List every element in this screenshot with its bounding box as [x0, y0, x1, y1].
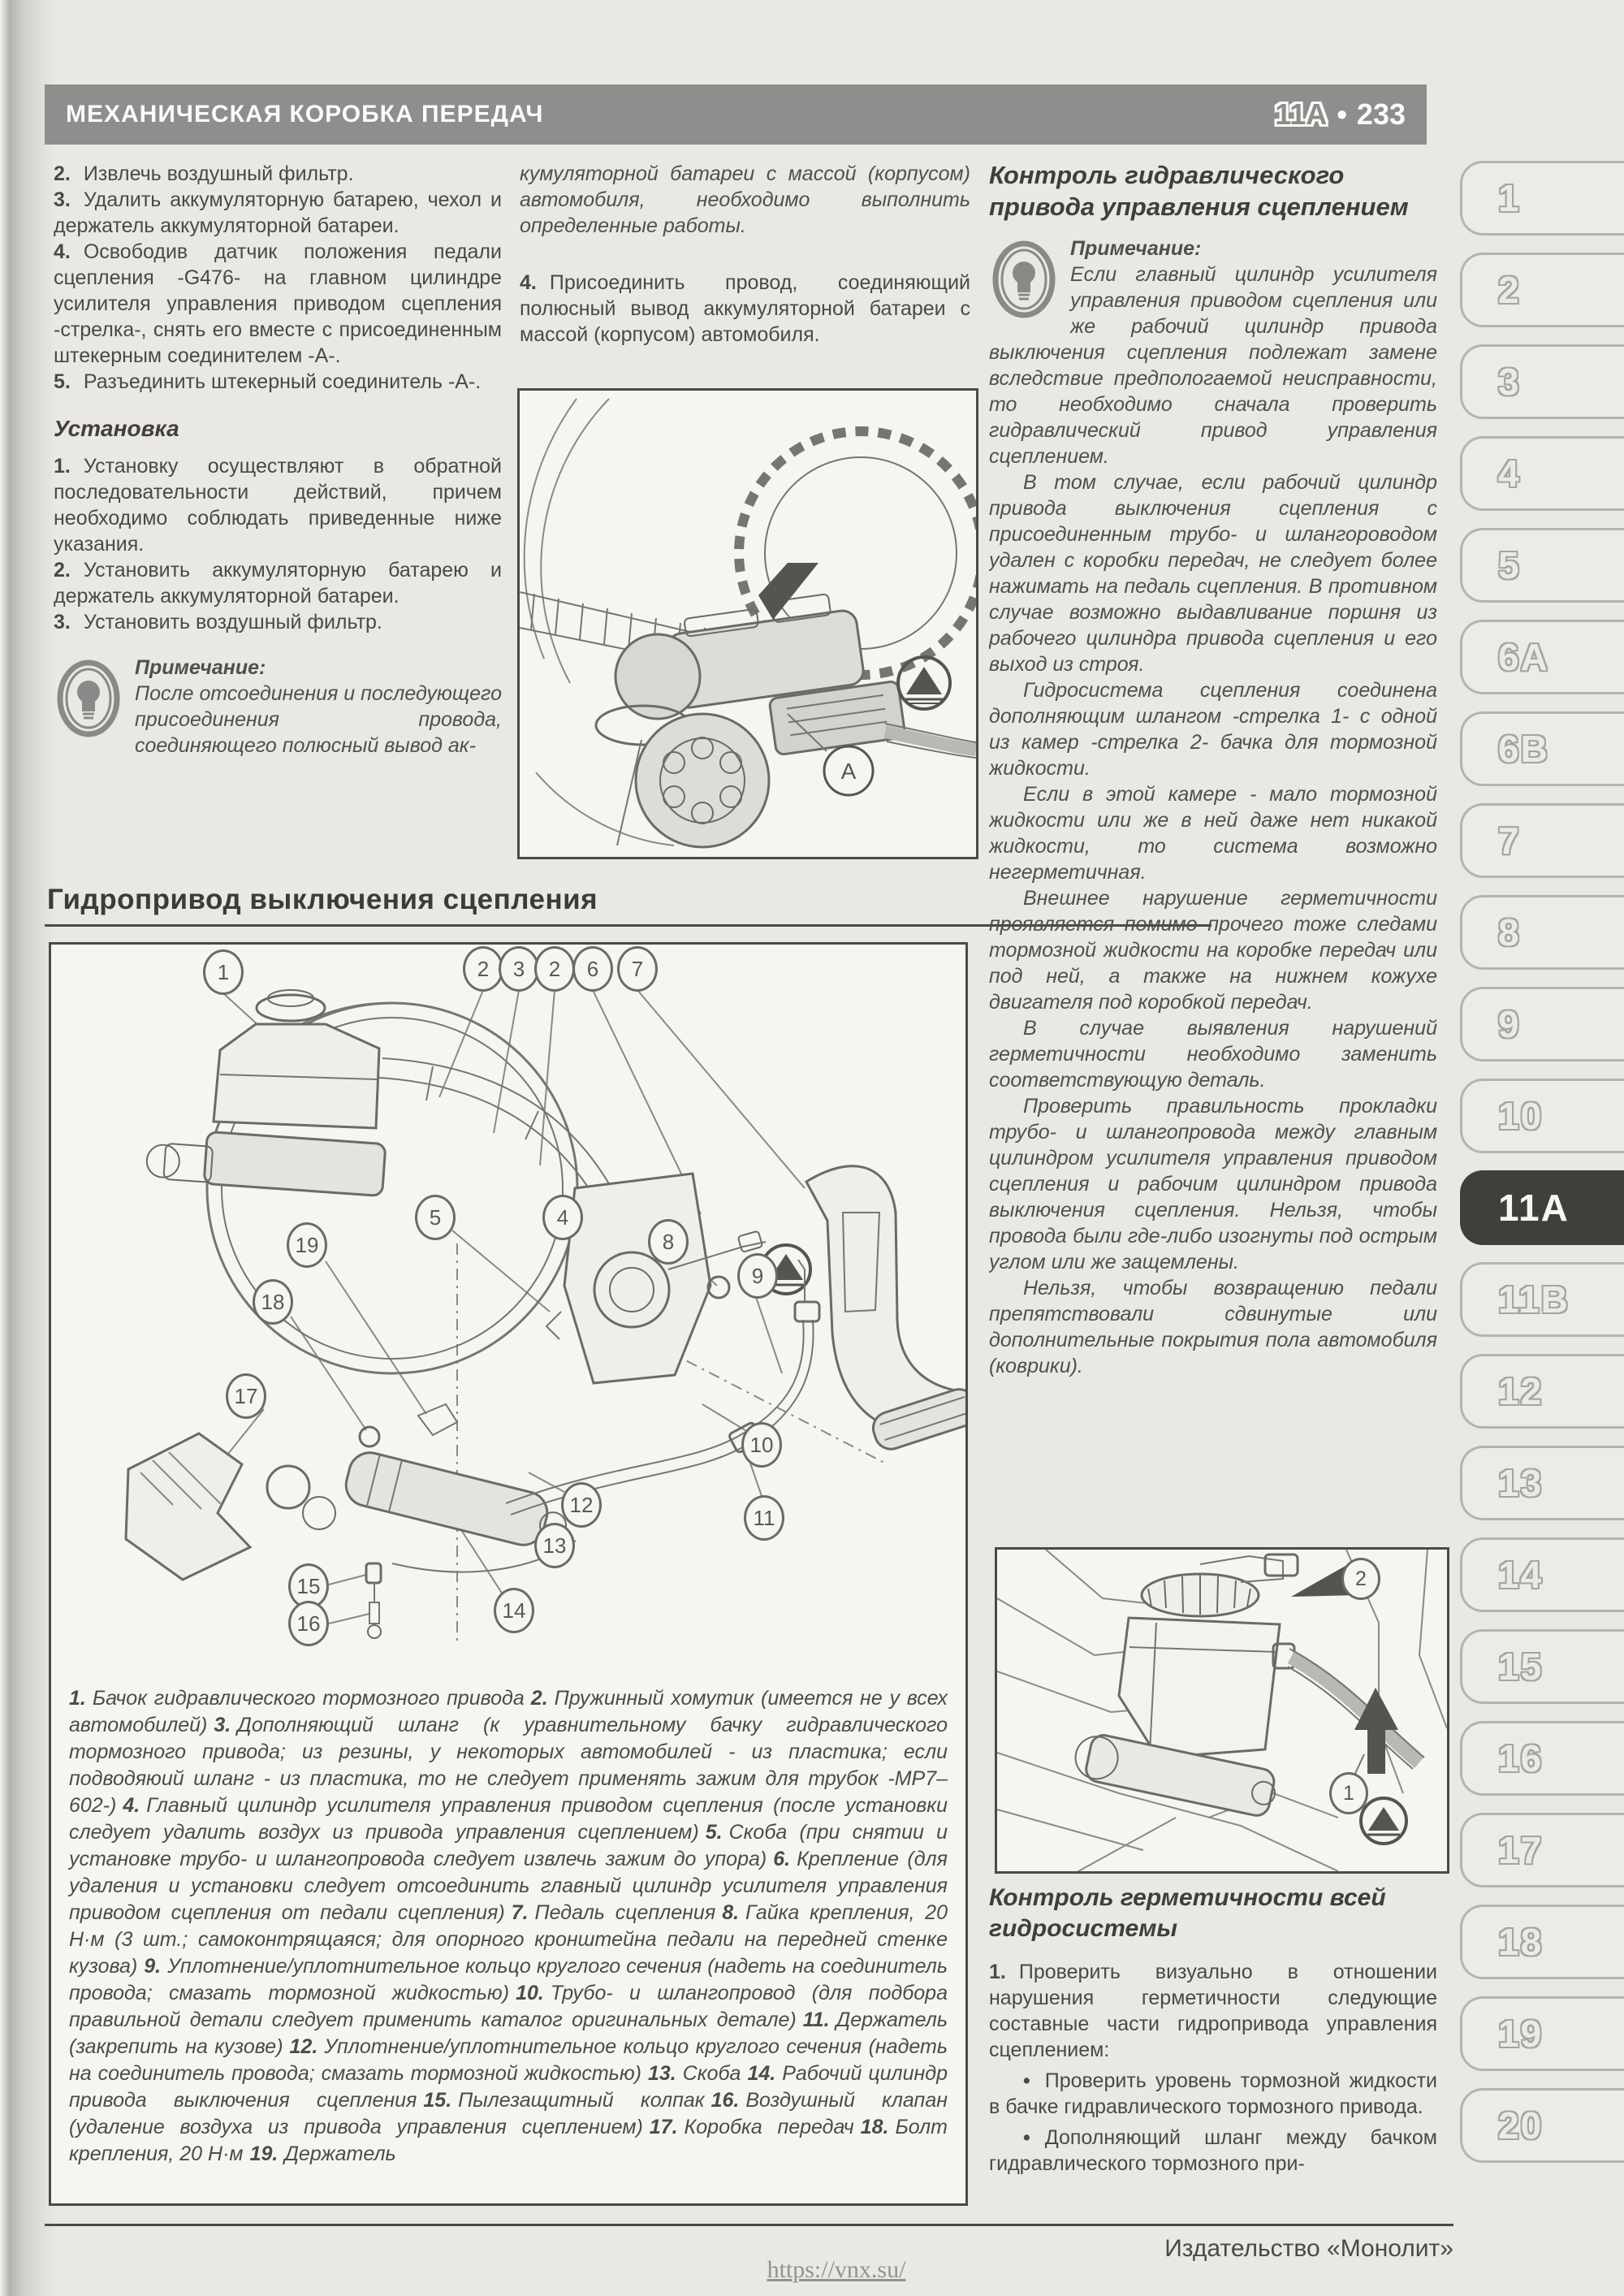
- callout-circle: 9: [737, 1253, 778, 1299]
- callout-circle: 5: [415, 1195, 456, 1240]
- figure-clutch-hydraulics: [49, 942, 968, 2206]
- chapter-badge: 11A: [1275, 97, 1328, 131]
- left-column: [54, 161, 502, 882]
- chapter-tab-16: 16: [1460, 1721, 1624, 1796]
- callout-circle: 12: [561, 1482, 602, 1528]
- caption-text: Главный цилиндр усилителя управления приводом сцепления (после установки следует удалить воздух из привода управления сцеплением): [69, 1794, 948, 1844]
- bullet-item: • Дополняющий шланг между бачком гидравлического тормозного при-: [989, 2126, 1437, 2175]
- chapter-tab-12: 12: [1460, 1354, 1624, 1429]
- caption-number: 7.: [511, 1901, 529, 1924]
- callout-circle: 13: [534, 1523, 575, 1568]
- chapter-tab-index: [1460, 161, 1624, 2180]
- figure-clutch-sensor: [517, 388, 978, 859]
- caption-text: Пружинный хомутик (имеется не у всех автомобилей): [69, 1687, 948, 1736]
- page-title: МЕХАНИЧЕСКАЯ КОРОБКА ПЕРЕДАЧ: [66, 101, 544, 128]
- chapter-tab-13: 13: [1460, 1446, 1624, 1520]
- note-block: [54, 655, 502, 759]
- callout-circle: 6: [572, 946, 613, 992]
- exploded-diagram: [51, 945, 965, 1677]
- note-text: Примечание: После отсоединения и последующего присоединения провода, соединяющего полюсный вывод ак-: [135, 656, 502, 757]
- separator-dot: •: [1337, 97, 1347, 131]
- caption-text: Скоба (при снятии и установке трубо- и шлангопровода следует извлечь зажим до упора): [69, 1821, 948, 1870]
- caption-text: Уплотнение/уплотнительное кольцо круглого сечения (надеть на соединитель провода; смазать тормозной жидкостью): [69, 1955, 948, 2004]
- caption-number: 5.: [705, 1821, 723, 1844]
- callout-circle: 1: [203, 949, 244, 995]
- callout-circle: 16: [288, 1601, 329, 1646]
- caption-text: Коробка передач: [684, 2116, 854, 2138]
- paragraph: Если в этой камере - мало тормозной жидкости или же в ней даже нет никакой жидкости, то система возможно негерметичная.: [989, 783, 1437, 884]
- caption-number: 15.: [423, 2089, 452, 2112]
- callout-circle: 14: [494, 1588, 534, 1633]
- chapter-tab-3: 3: [1460, 344, 1624, 419]
- caption-number: 13.: [647, 2062, 676, 2085]
- caption-number: 18.: [860, 2116, 889, 2138]
- callout-circle: 17: [226, 1373, 266, 1419]
- caption-text: Педаль сцепления: [534, 1901, 716, 1924]
- note-continuation: кумуляторной батареи с массой (корпусом) автомобиля, необходимо выполнить определенные работы.: [520, 162, 970, 237]
- callout-circle: 11: [744, 1495, 784, 1541]
- chapter-tab-6A: 6A: [1460, 620, 1624, 694]
- callout-circle: 4: [542, 1195, 583, 1240]
- caption-text: Держатель: [284, 2143, 396, 2165]
- caption-number: 14.: [747, 2062, 776, 2085]
- caption-text: Болт крепления, 20 Н·м: [69, 2116, 948, 2165]
- caption-number: 10.: [516, 1982, 544, 2004]
- install-heading: Установка: [54, 416, 179, 441]
- step-item: 2. Установить аккумуляторную батарею и держатель аккумуляторной батареи.: [54, 559, 502, 608]
- chapter-tab-20: 20: [1460, 2088, 1624, 2163]
- caption-number: 1.: [69, 1687, 86, 1710]
- chapter-tab-1: 1: [1460, 161, 1624, 236]
- caption-text: Бачок гидравлического тормозного привода: [92, 1687, 525, 1710]
- step-item: 5. Разъединить штекерный соединитель -А-.: [54, 370, 482, 393]
- caption-number: 12.: [289, 2035, 318, 2058]
- paragraph: В случае выявления нарушений герметичности необходимо заменить соответствующую деталь.: [989, 1017, 1437, 1092]
- caption-number: 6.: [773, 1848, 791, 1870]
- page-number: 233: [1356, 97, 1406, 131]
- step-item: 1. Установку осуществляют в обратной последовательности действий, причем необходимо соблюдать приведенные ниже указания.: [54, 455, 502, 556]
- chapter-tab-6B: 6B: [1460, 711, 1624, 786]
- note-text: Примечание: Если главный цилиндр усилителя управления приводом сцепления или же рабочий цилиндр привода выключения сцепления подлежат замене вследствие предпологаемой неисправности, то необходимо сначала проверить гидравлический привод управления сцеплением.: [989, 237, 1437, 468]
- body-paragraphs: [989, 469, 1437, 1379]
- reservoir-drawing: [997, 1550, 1447, 1871]
- caption-text: Уплотнение/уплотнительное кольцо круглого сечения (надеть на соединитель провода; смазать тормозной жидкостью): [69, 2035, 948, 2085]
- caption-number: 4.: [123, 1794, 140, 1817]
- caption-number: 3.: [214, 1714, 231, 1736]
- caption-text: Крепление (для удаления и установки следует отсоединить главный цилиндр усилителя управления приводом сцепления от педали сцепления): [69, 1848, 948, 1924]
- lightbulb-icon: [992, 240, 1056, 318]
- footer-rule: [45, 2224, 1453, 2226]
- caption-number: 17.: [649, 2116, 678, 2138]
- monolit-logo-stamp: [898, 657, 950, 709]
- caption-text: Скоба: [682, 2062, 741, 2085]
- caption-number: 2.: [530, 1687, 548, 1710]
- callout-circle: 1: [1329, 1772, 1368, 1814]
- note-block: [989, 236, 1437, 469]
- caption-number: 19.: [249, 2143, 279, 2165]
- paragraph: Внешнее нарушение герметичности проявляется помимо прочего тоже следами тормозной жидкости на коробке передач или под ней, а также на нижнем кожухе двигателя под коробкой передач.: [989, 887, 1437, 1014]
- step-item: 3. Установить воздушный фильтр.: [54, 611, 382, 633]
- step-item: 4. Присоединить провод, соединяющий полюсный вывод аккумуляторной батареи с массой (корпусом) автомобиля.: [520, 271, 970, 346]
- bullet-item: • Проверить уровень тормозной жидкости в бачке гидравлического тормозного привода.: [989, 2069, 1437, 2118]
- caption-text: Воздушный клапан (удаление воздуха из привода управления сцеплением): [69, 2089, 948, 2138]
- chapter-tab-10: 10: [1460, 1079, 1624, 1153]
- middle-column: [520, 161, 970, 348]
- caption-text: Рабочий цилиндр привода выключения сцепления: [69, 2062, 948, 2112]
- callout-circle: 3: [499, 946, 539, 992]
- figure-reservoir: [995, 1547, 1449, 1874]
- callout-circle: 2: [463, 946, 503, 992]
- right-column: [989, 159, 1437, 1545]
- page-number-block: [1275, 97, 1406, 132]
- caption-number: 8.: [722, 1901, 740, 1924]
- chapter-tab-5: 5: [1460, 528, 1624, 603]
- figure-callouts: [51, 945, 965, 1677]
- chapter-tab-8: 8: [1460, 895, 1624, 970]
- chapter-tab-2: 2: [1460, 253, 1624, 327]
- right-column-bottom: [989, 1883, 1437, 2177]
- callout-circle: 10: [741, 1422, 782, 1468]
- callout-circle: 8: [648, 1219, 689, 1265]
- callout-circle: 2: [1341, 1558, 1380, 1600]
- caption-text: Трубо- и шлангопровод (для подбора правильной детали следует применить каталог оригинальных детале): [69, 1982, 948, 2031]
- publisher-credit: Издательство «Монолит»: [1164, 2235, 1453, 2262]
- callout-circle: 2: [534, 946, 575, 992]
- caption-number: 11.: [802, 2008, 830, 2031]
- step-item: 3. Удалить аккумуляторную батарею, чехол и держатель аккумуляторной батареи.: [54, 188, 502, 237]
- chapter-tab-4: 4: [1460, 436, 1624, 511]
- chapter-tab-7: 7: [1460, 803, 1624, 878]
- figure-caption: [51, 1677, 965, 2174]
- paragraph: В том случае, если рабочий цилиндр привода выключения сцепления с присоединенным трубо- и шлангороводом удален с коробки передач, не следует более нажимать на педаль сцепления. В противном случае возможно выдавливание поршня из рабочего цилиндра привода сцепления и его выход из строя.: [989, 471, 1437, 676]
- chapter-tab-11A-active: 11A: [1460, 1170, 1624, 1245]
- lightbulb-icon: [57, 659, 120, 737]
- callout-circle: 7: [617, 946, 658, 992]
- paragraph: Нельзя, чтобы возвращению педали препятствовали сдвинутые или дополнительные покрытия пола автомобиля (коврики).: [989, 1277, 1437, 1377]
- figure-heading: Гидропривод выключения сцепления: [47, 884, 598, 915]
- callout-circle: 15: [288, 1563, 329, 1609]
- chapter-tab-19: 19: [1460, 1996, 1624, 2071]
- paragraph: Гидросистема сцепления соединена дополняющим шлангом -стрелка 1- с одной из камер -стрелка 2- бачка для тормозной жидкости.: [989, 679, 1437, 780]
- chapter-tab-15: 15: [1460, 1629, 1624, 1704]
- caption-text: Дополняющий шланг (к уравнительному бачку гидравлического тормозного привода; из резины, у некоторых автомобилей - из пластика; если подводяюий шланг - из пластика, то не следует применять зажим для трубок -МР7–602-): [69, 1714, 948, 1817]
- caption-number: 9.: [144, 1955, 162, 1978]
- caption-text: Держатель (закрепить на кузове): [69, 2008, 948, 2058]
- step-item: 2. Извлечь воздушный фильтр.: [54, 162, 354, 185]
- chapter-tab-17: 17: [1460, 1813, 1624, 1887]
- caption-text: Гайка крепления, 20 Н·м (3 шт.; самоконтрящаяся; для опорного кронштейна педали на передней стенке кузова): [69, 1901, 948, 1978]
- monolit-logo-stamp: [1361, 1798, 1406, 1844]
- section-heading-leak-check: Контроль герметичности всей гидросистемы: [989, 1884, 1386, 1942]
- step-item: 1. Проверить визуально в отношении нарушения герметичности следующие составные части гидропривода управления сцеплением:: [989, 1961, 1437, 2061]
- chapter-tab-14: 14: [1460, 1537, 1624, 1612]
- caption-text: Пылезащитный колпак: [458, 2089, 705, 2112]
- section-heading-hydraulic-control: Контроль гидравлического привода управления сцеплением: [989, 161, 1409, 221]
- callout-circle: 18: [253, 1279, 293, 1325]
- paragraph: Проверить правильность прокладки трубо- и шлангопровода между главным цилиндром усилителя управления приводом сцепления и рабочим цилиндром привода выключения сцепления. Нельзя, чтобы провода были где-либо изогнуты под острым углом или же защемлены.: [989, 1095, 1437, 1273]
- page-header-bar: [45, 84, 1427, 145]
- chapter-tab-11B: 11B: [1460, 1262, 1624, 1337]
- clutch-sensor-drawing: [520, 391, 976, 857]
- scan-watermark-url: https://vnx.su/: [767, 2256, 906, 2283]
- chapter-tab-9: 9: [1460, 987, 1624, 1062]
- callout-circle: 19: [287, 1222, 327, 1268]
- chapter-tab-18: 18: [1460, 1905, 1624, 1979]
- caption-number: 16.: [710, 2089, 740, 2112]
- step-item: 4. Освободив датчик положения педали сцепления -G476- на главном цилиндре усилителя управления приводом сцепления -стрелка-, снять его вместе с присоединенным штекерным соединителем -А-.: [54, 240, 502, 367]
- callout-A: A: [840, 759, 857, 784]
